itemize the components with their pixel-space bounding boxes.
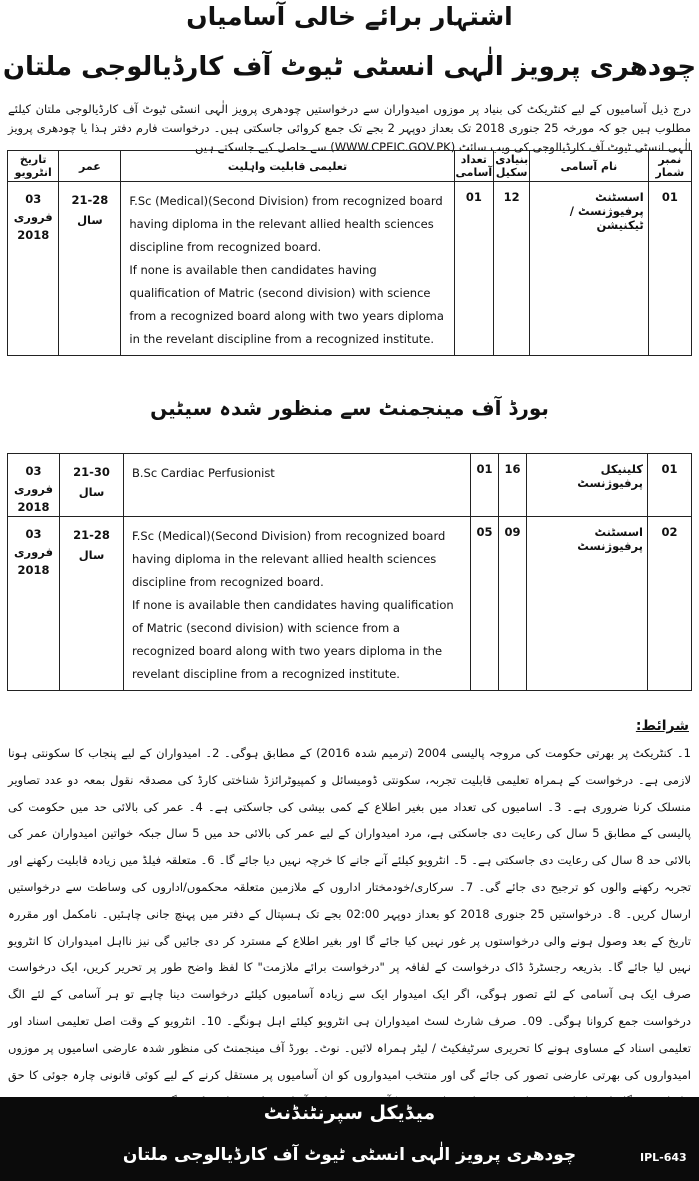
footer-organization: چودھری پرویز الٰہی انسٹی ٹیوٹ آف کارڈیالوجی ملتان xyxy=(122,1145,577,1165)
vacancy-table xyxy=(7,150,692,356)
serial-cell: 01 xyxy=(648,454,692,517)
scale-cell: 12 xyxy=(494,182,530,356)
intro-paragraph: درج ذیل آسامیوں کے لیے کنٹریکٹ کی بنیاد پر موزوں امیدواران سے درخواستیں چودھری پرویز الٰہی انسٹی ٹیوٹ آف کارڈیالوجی ملتان کیلئے مطلوب ہیں جو کہ مورخہ 25 جنوری 2018 تک بعداز دوپہر 2 بجے تک جمع کروائی جاسکتی ہیں۔ درخواست فارم دفتر ہذا یا چودھری پرویز الٰہی انسٹی ٹیوٹ آف کارڈیالوجی کی ویب سائٹ (WWW.CPEIC.GOV.PK) سے حاصل کیے جاسکتے ہیں۔ xyxy=(8,102,691,154)
qualification-text: F.Sc (Medical)(Second Division) from recognized board having diploma in the relevant allied health sciences discipline from recognized board. xyxy=(129,194,443,254)
header-count: تعداد آسامی xyxy=(454,151,494,182)
interview-day: 03 فروری xyxy=(14,527,53,559)
qualification-alt-text: If none is available then candidates having qualification of Matric (second division) with science from a recognized board along with two years diploma in the revelant discipline from a recognized institute. xyxy=(132,598,454,681)
ipl-code: IPL-643 xyxy=(640,1151,687,1164)
organization-title: چودھری پرویز الٰہی انسٹی ٹیوٹ آف کارڈیالوجی ملتان xyxy=(2,52,697,82)
header-age: عمر xyxy=(59,151,121,182)
interview-date-cell xyxy=(8,517,60,691)
post-name-cell: کلینیکل پرفیوژنسٹ xyxy=(527,454,648,517)
header-qualification: تعلیمی قابلیت واہلیت xyxy=(121,151,454,182)
header-scale: بنیادی سکیل xyxy=(494,151,530,182)
advertisement-title: اشتہار برائے خالی آسامیاں xyxy=(186,2,513,31)
interview-year: 2018 xyxy=(17,228,50,242)
interview-year: 2018 xyxy=(17,563,50,577)
age-range: 21-30 xyxy=(73,465,110,479)
signatory-title: میڈیکل سپرنٹنڈنٹ xyxy=(263,1102,436,1124)
age-unit: سال xyxy=(77,213,103,227)
count-cell: 01 xyxy=(471,454,499,517)
board-vacancy-table xyxy=(7,453,692,691)
qualification-cell xyxy=(124,517,471,691)
interview-day: 03 فروری xyxy=(13,192,53,224)
age-cell xyxy=(60,454,124,517)
table-row xyxy=(8,182,692,356)
age-range: 21-28 xyxy=(73,528,110,542)
qualification-alt-text: If none is available then candidates having qualification of Matric (second division) with science from a recognized board along with two years diploma in the revelant discipline from a recognized institute. xyxy=(129,263,444,346)
terms-heading: شرائط: xyxy=(635,718,689,734)
post-name-cell: اسسٹنٹ پرفیوژنسٹ xyxy=(527,517,648,691)
serial-cell: 01 xyxy=(648,182,691,356)
age-range: 21-28 xyxy=(71,193,109,207)
age-cell xyxy=(59,182,121,356)
header-post: نام آسامی xyxy=(530,151,649,182)
age-cell xyxy=(60,517,124,691)
qualification-text: F.Sc (Medical)(Second Division) from recognized board having diploma in the relevant allied health sciences discipline from recognized board. xyxy=(132,529,446,589)
header-interview-date: تاریخ انٹرویو xyxy=(8,151,59,182)
footer-band xyxy=(0,1097,699,1181)
count-cell: 01 xyxy=(454,182,494,356)
count-cell: 05 xyxy=(471,517,499,691)
interview-day: 03 فروری xyxy=(14,464,53,496)
header-serial: نمبر شمار xyxy=(648,151,691,182)
terms-paragraph: 1۔ کنٹریکٹ پر بھرتی حکومت کی مروجہ پالیسی 2004 (ترمیم شدہ 2016) کے مطابق ہوگی۔ 2۔ امیدواران کے لیے پنجاب کا سکونتی ہونا لازمی ہے۔ درخواست کے ہمراہ تعلیمی قابلیت تجربہ، سکونتی ڈومیسائل و کمپیوٹرائزڈ شناختی کارڈ کی مصدقہ نقول بمعہ دو عدد تصاویر منسلک کرنا ضروری ہے۔ 3۔ اسامیوں کی تعداد میں بغیر اطلاع کے کمی بیشی کی جاسکتی ہے۔ 4۔ عمر کی بالائی حد میں حکومت کی پالیسی کے مطابق 5 سال کی رعایت دی جاسکتی ہے، مرد امیدواران کے لیے عمر کی بالائی حد میں 5 سال جبکہ خواتین امیدواران عمر کی بالائی حد 8 سال کی رعایت دی جاسکتی ہے۔ 5۔ انٹرویو کیلئے آنے جانے کا خرچہ نہیں دیا جائے گا۔ 6۔ متعلقہ فیلڈ میں زیادہ قابلیت رکھنے اور تجربہ رکھنے والوں کو ترجیح دی جائے گی۔ 7۔ سرکاری/خودمختار اداروں کے ملازمین متعلقہ محکموں/اداروں کی وساطت سے درخواستیں ارسال کریں۔ 8۔ درخواستیں 25 جنوری 2018 کو بعداز دوپہر 02:00 بجے تک ہسپتال کے دفتر میں پہنچ جانی چاہئیں۔ نامکمل اور مقررہ تاریخ کے بعد وصول ہونے والی درخواستوں پر غور نہیں کیا جائے گا اور بغیر اطلاع کے مسترد کر دی جائیں گی نیز نااہل امیدواران کا انٹرویو نہیں لیا جائے گا۔ بذریعہ رجسٹرڈ ڈاک درخواست کے لفافہ پر "درخواست برائے ملازمت" کا لفظ واضح طور پر تحریر کریں، ایک درخواست صرف ایک ہی آسامی کے لئے تصور ہوگی، اگر ایک امیدوار ایک سے زیادہ آسامیوں کیلئے درخواست دینا چاہے تو ہر آسامی کے لئے الگ درخواست جمع کروانا ہوگی۔ 09۔ صرف شارٹ لسٹ امیدواران ہی انٹرویو کیلئے اہل ہونگے۔ 10۔ انٹرویو کے وقت اصل تعلیمی اسناد اور تعلیمی اسناد کے مساوی ہونے کا تحریری سرٹیفکیٹ / لیٹر ہمراہ لائیں۔ نوٹ۔ بورڈ آف مینجمنٹ کی منظور شدہ عارضی اسامیوں پر موزوں امیدواروں کی بھرتی عارضی تصور کی جائے گی اور منتخب امیدواروں کو ان آسامیوں پر مستقل کرنے کے لیے کوئی قانونی چارہ جوئی کا حق xyxy=(8,746,691,1082)
age-unit: سال xyxy=(78,485,105,499)
qualification-text: B.Sc Cardiac Perfusionist xyxy=(132,466,275,480)
scale-cell: 09 xyxy=(499,517,527,691)
qualification-cell xyxy=(124,454,471,517)
board-heading: بورڈ آف مینجمنٹ سے منظور شدہ سیٹیں xyxy=(150,396,549,420)
scale-cell: 16 xyxy=(499,454,527,517)
table-row xyxy=(8,454,692,517)
qualification-cell xyxy=(121,182,454,356)
post-name-cell: اسسٹنٹ پرفیوژنسٹ /ٹیکنیشن xyxy=(530,182,649,356)
table-row xyxy=(8,517,692,691)
interview-date-cell xyxy=(8,454,60,517)
interview-year: 2018 xyxy=(17,500,50,514)
age-unit: سال xyxy=(78,548,105,562)
table-header-row xyxy=(8,151,692,182)
interview-date-cell xyxy=(8,182,59,356)
serial-cell: 02 xyxy=(648,517,692,691)
